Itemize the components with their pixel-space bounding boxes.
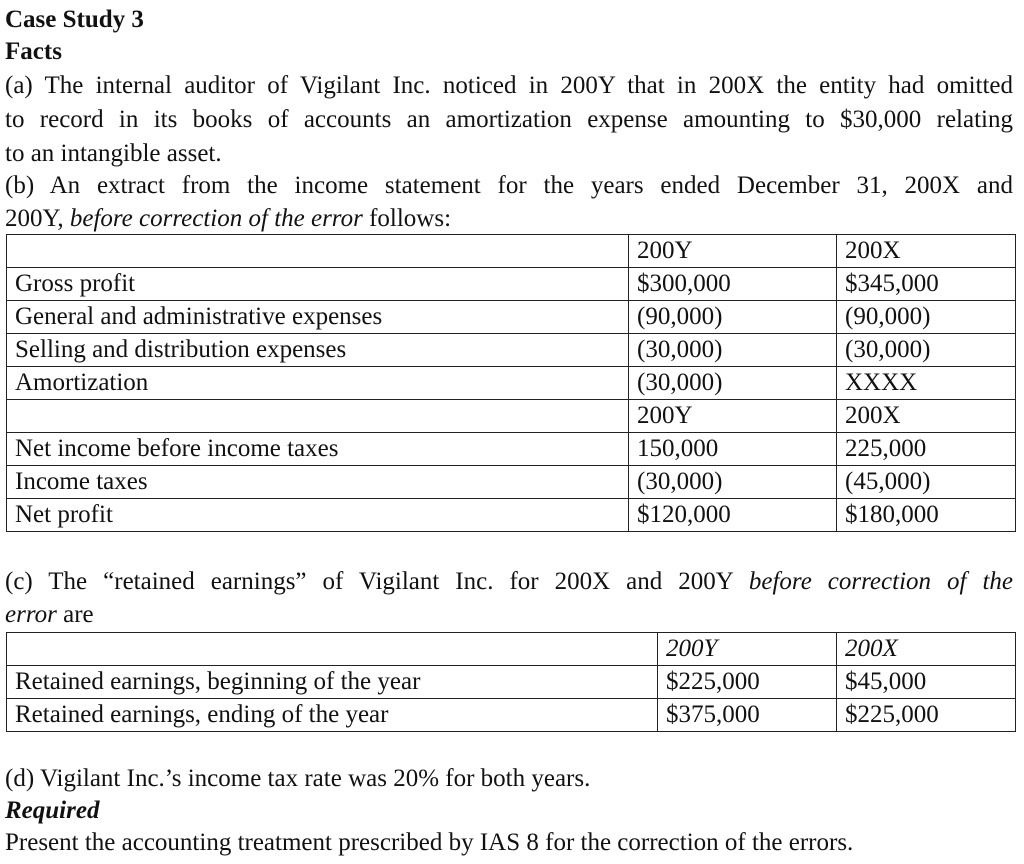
value-200y-cell: 150,000 [629,433,837,466]
fact-c-line2: error are [5,601,94,628]
value-200x-cell: 200X [837,400,1016,433]
value-200y-cell: (30,000) [629,367,837,400]
value-200x-cell: 200X [837,235,1016,268]
table-row [7,301,1016,334]
row-label-cell: Retained earnings, beginning of the year [7,666,658,699]
table-row [7,268,1016,301]
value-200x-cell: (30,000) [837,334,1016,367]
value-200x-cell: $345,000 [837,268,1016,301]
facts-heading: Facts [5,38,62,65]
value-200x-cell: $180,000 [837,499,1016,532]
value-200x-cell: 200X [837,633,1016,666]
case-title: Case Study 3 [5,6,144,33]
fact-d: (d) Vigilant Inc.’s income tax rate was 20% for both years. [5,765,591,792]
row-label-cell: General and administrative expenses [7,301,629,334]
value-200y-cell: 200Y [658,633,837,666]
row-label-cell: Gross profit [7,268,629,301]
value-200y-cell: 200Y [629,235,837,268]
table-row [7,666,1016,699]
required-heading: Required [5,797,100,824]
required-text: Present the accounting treatment prescribed by IAS 8 for the correction of the errors. [5,829,854,856]
table-row [7,400,1016,433]
row-label-cell [7,633,658,666]
row-label-cell [7,235,629,268]
value-200y-cell: 200Y [629,400,837,433]
retained-earnings-table [6,632,1016,732]
value-200x-cell: $225,000 [837,699,1016,732]
row-label-cell: Income taxes [7,466,629,499]
fact-a-line1: (a) The internal auditor of Vigilant Inc. noticed in 200Y that in 200X the entity had omitted [5,72,1013,99]
table-row [7,334,1016,367]
value-200x-cell: XXXX [837,367,1016,400]
table-row [7,499,1016,532]
fact-a-line3: to an intangible asset. [5,140,222,167]
table-row [7,367,1016,400]
value-200x-cell: 225,000 [837,433,1016,466]
income-statement-table [6,234,1016,532]
table-header-row [7,235,1016,268]
table-row [7,433,1016,466]
value-200x-cell: $45,000 [837,666,1016,699]
row-label-cell [7,400,629,433]
fact-b-line2: 200Y, before correction of the error follows: [5,205,452,232]
value-200y-cell: $300,000 [629,268,837,301]
row-label-cell: Selling and distribution expenses [7,334,629,367]
value-200y-cell: $120,000 [629,499,837,532]
table-row [7,699,1016,732]
value-200x-cell: (45,000) [837,466,1016,499]
value-200y-cell: $375,000 [658,699,837,732]
value-200x-cell: (90,000) [837,301,1016,334]
table-row [7,466,1016,499]
fact-a-line2: to record in its books of accounts an amortization expense amounting to $30,000 relating [5,106,1013,133]
fact-c-line1: (c) The “retained earnings” of Vigilant Inc. for 200X and 200Y before correction of the [5,568,1013,595]
row-label-cell: Amortization [7,367,629,400]
row-label-cell: Net profit [7,499,629,532]
table-header-row [7,633,1016,666]
value-200y-cell: (90,000) [629,301,837,334]
row-label-cell: Net income before income taxes [7,433,629,466]
value-200y-cell: (30,000) [629,334,837,367]
value-200y-cell: (30,000) [629,466,837,499]
value-200y-cell: $225,000 [658,666,837,699]
fact-b-line1: (b) An extract from the income statement for the years ended December 31, 200X and [5,172,1013,199]
row-label-cell: Retained earnings, ending of the year [7,699,658,732]
